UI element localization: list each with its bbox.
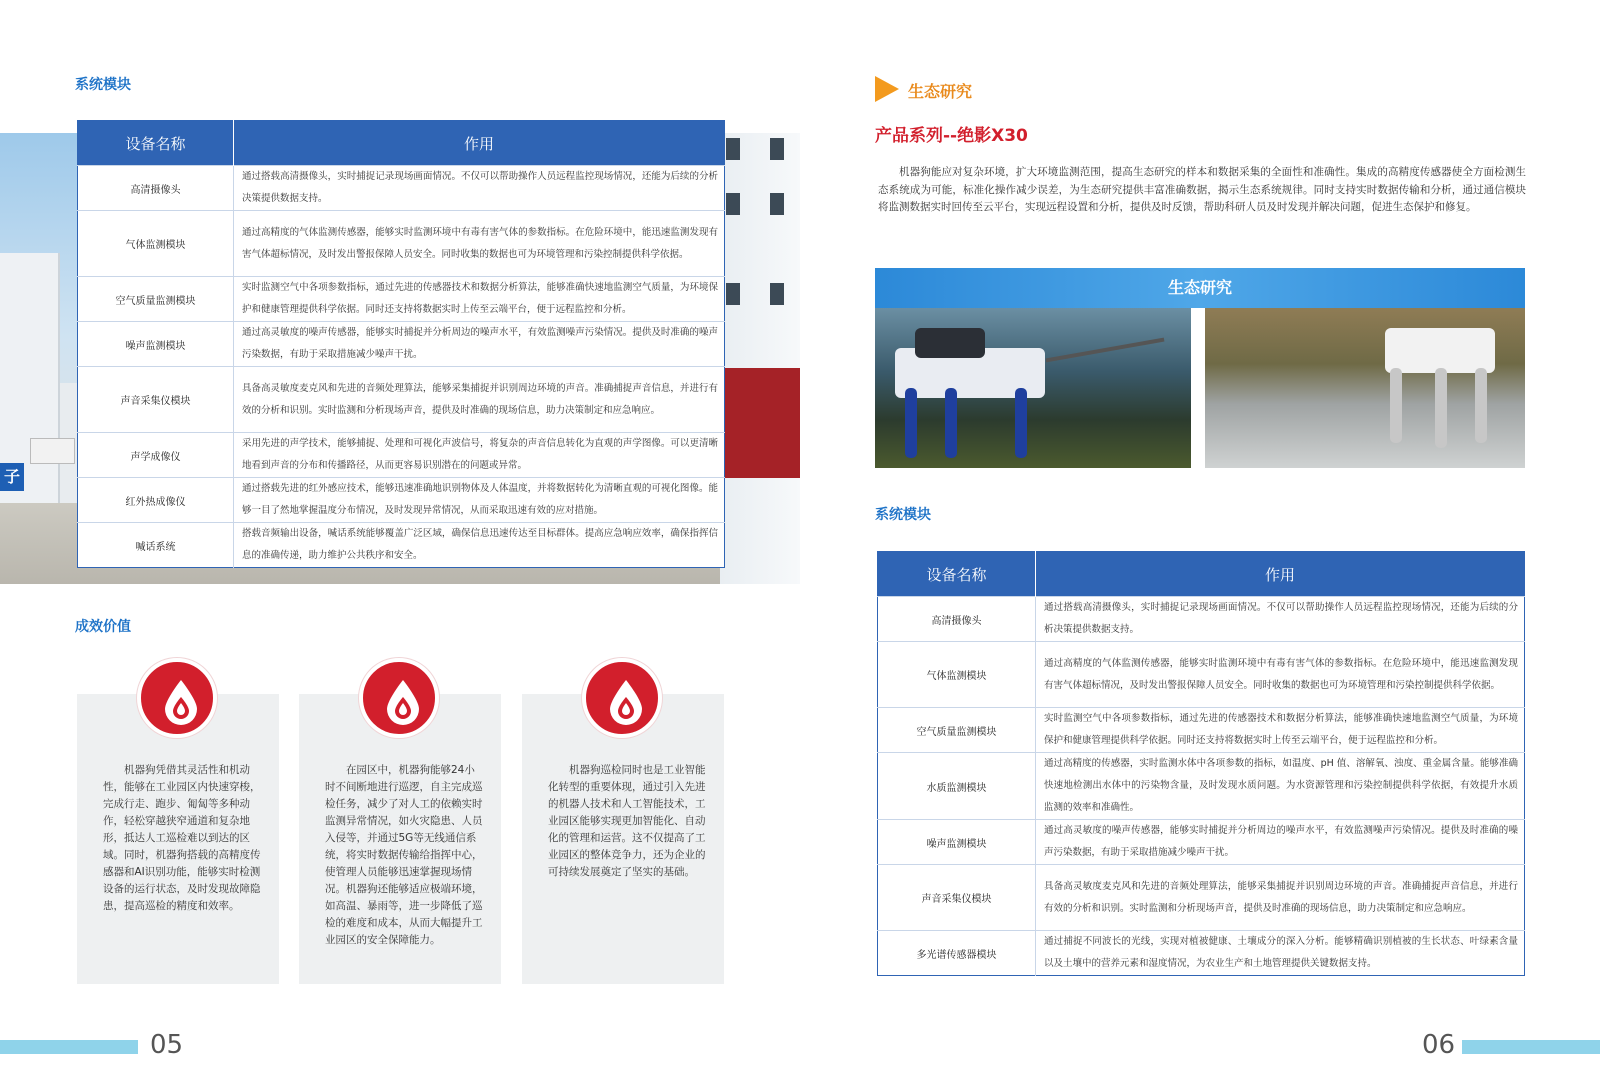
- eco-research-title: 生态研究: [908, 82, 973, 101]
- industrial-park-photo: 子: [0, 133, 800, 584]
- footer-bar: [0, 1040, 138, 1054]
- right-system-module-title: 系统模块: [875, 507, 931, 523]
- table-row: [878, 597, 1525, 642]
- table-row: [78, 523, 725, 568]
- value-card-text: 机器狗凭借其灵活性和机动性，能够在工业园区内快速穿梭，完成行走、跑步、匍匐等多种动作，轻松穿越狭窄通道和复杂地形，抵达人工巡检难以到达的区域。同时，机器狗搭载的高精度传感器和AI识别功能，能够实时检测设备的运行状态，及时发现故障隐患，提高巡检的精度和效率。: [103, 764, 261, 912]
- device-name: 气体监测模块: [78, 211, 234, 277]
- product-series-title: 产品系列--绝影X30: [875, 126, 1028, 146]
- device-name: 空气质量监测模块: [78, 277, 234, 322]
- device-name: 声音采集仪模块: [78, 367, 234, 433]
- device-name: 气体监测模块: [878, 642, 1036, 708]
- device-desc: 通过搭载高清摄像头，实时捕捉记录现场画面情况。不仅可以帮助操作人员远程监控现场情况，还能为后续的分析决策提供数据支持。: [1036, 597, 1525, 642]
- table-row: [878, 931, 1525, 976]
- table-row: [78, 478, 725, 523]
- device-name: 声音采集仪模块: [878, 865, 1036, 931]
- table-row: [78, 277, 725, 322]
- device-desc: 采用先进的声学技术，能够捕捉、处理和可视化声波信号，将复杂的声音信息转化为直观的声学图像。可以更清晰地看到声音的分布和传播路径，从而更容易识别潜在的问题或异常。: [234, 433, 725, 478]
- device-desc: 通过高灵敏度的噪声传感器，能够实时捕捉并分析周边的噪声水平，有效监测噪声污染情况。提供及时准确的噪声污染数据，有助于采取措施减少噪声干扰。: [1036, 820, 1525, 865]
- device-desc: 实时监测空气中各项参数指标，通过先进的传感器技术和数据分析算法，能够准确快速地监测空气质量，为环境保护和健康管理提供科学依据。同时还支持将数据实时上传至云端平台，便于远程监控和分析。: [234, 277, 725, 322]
- robot-dog-path-photo: [1205, 308, 1525, 468]
- device-name: 高清摄像头: [878, 597, 1036, 642]
- device-name: 声学成像仪: [78, 433, 234, 478]
- drop-icon: [359, 658, 439, 738]
- device-desc: 具备高灵敏度麦克风和先进的音频处理算法，能够采集捕捉并识别周边环境的声音。准确捕捉声音信息，并进行有效的分析和识别。实时监测和分析现场声音，提供及时准确的现场信息，助力决策制定和应急响应。: [1036, 865, 1525, 931]
- device-name: 空气质量监测模块: [878, 708, 1036, 753]
- table-header-name: 设备名称: [878, 552, 1036, 597]
- device-name: 噪声监测模块: [878, 820, 1036, 865]
- device-desc: 通过捕捉不同波长的光线，实现对植被健康、土壤成分的深入分析。能够精确识别植被的生长状态、叶绿素含量以及土壤中的营养元素和湿度情况，为农业生产和土地管理提供关键数据支持。: [1036, 931, 1525, 976]
- table-header-function: 作用: [234, 121, 725, 166]
- eco-banner: [875, 268, 1525, 308]
- play-arrow-icon: [875, 76, 899, 102]
- robot-dog-water-photo: [875, 308, 1191, 468]
- device-desc: 通过搭载高清摄像头，实时捕捉记录现场画面情况。不仅可以帮助操作人员远程监控现场情况，还能为后续的分析决策提供数据支持。: [234, 166, 725, 211]
- eco-banner-text: 生态研究: [1167, 278, 1232, 297]
- table-header-name: 设备名称: [78, 121, 234, 166]
- device-desc: 通过高灵敏度的噪声传感器，能够实时捕捉并分析周边的噪声水平，有效监测噪声污染情况。提供及时准确的噪声污染数据，有助于采取措施减少噪声干扰。: [234, 322, 725, 367]
- device-name: 红外热成像仪: [78, 478, 234, 523]
- table-header-function: 作用: [1036, 552, 1525, 597]
- table-row: [78, 211, 725, 277]
- device-desc: 通过高精度的气体监测传感器，能够实时监测环境中有毒有害气体的参数指标。在危险环境中，能迅速监测发现有害气体超标情况，及时发出警报保障人员安全。同时收集的数据也可为环境管理和污染控制提供科学依据。: [1036, 642, 1525, 708]
- device-name: 高清摄像头: [78, 166, 234, 211]
- intro-paragraph: 机器狗能应对复杂环境，扩大环境监测范围，提高生态研究的样本和数据采集的全面性和准确性。集成的高精度传感器使全方面检测生态系统成为可能，标准化操作减少误差，为生态研究提供丰富准确数据，揭示生态系统规律。同时支持实时数据传输和分析，通过通信模块将监测数据实时回传至云平台，实现远程设置和分析，提供及时反馈，帮助科研人员及时发现并解决问题，促进生态保护和修复。: [878, 166, 1526, 213]
- table-row: [878, 753, 1525, 820]
- table-row: [78, 367, 725, 433]
- table-row: [78, 433, 725, 478]
- value-title: 成效价值: [75, 619, 131, 635]
- table-row: [78, 322, 725, 367]
- device-desc: 具备高灵敏度麦克风和先进的音频处理算法，能够采集捕捉并识别周边环境的声音。准确捕捉声音信息，并进行有效的分析和识别。实时监测和分析现场声音，提供及时准确的现场信息，助力决策制定和应急响应。: [234, 367, 725, 433]
- device-desc: 通过搭载先进的红外感应技术，能够迅速准确地识别物体及人体温度，并将数据转化为清晰直观的可视化图像。能够一目了然地掌握温度分布情况，及时发现异常情况，从而采取迅速有效的应对措施。: [234, 478, 725, 523]
- right-system-table: [877, 551, 1525, 976]
- footer-bar: [1462, 1040, 1600, 1054]
- page-number: 06: [1422, 1030, 1456, 1060]
- value-card-text: 机器狗巡检同时也是工业智能化转型的重要体现，通过引入先进的机器人技术和人工智能技术，工业园区能够实现更加智能化、自动化的管理和运营。这不仅提高了工业园区的整体竞争力，还为企业的可持续发展奠定了坚实的基础。: [548, 764, 706, 878]
- value-card-text: 在园区中，机器狗能够24小时不间断地进行巡逻，自主完成巡检任务，减少了对人工的依赖实时监测异常情况，如火灾隐患、人员入侵等，并通过5G等无线通信系统，将实时数据传输给指挥中心，使管理人员能够迅速掌握现场情况。机器狗还能够适应极端环境，如高温、暴雨等，进一步降低了巡检的难度和成本，从而大幅提升工业园区的安全保障能力。: [325, 764, 483, 946]
- page-number: 05: [150, 1030, 184, 1060]
- system-module-title: 系统模块: [75, 77, 131, 93]
- device-desc: 实时监测空气中各项参数指标，通过先进的传感器技术和数据分析算法，能够准确快速地监测空气质量，为环境保护和健康管理提供科学依据。同时还支持将数据实时上传至云端平台，便于远程监控和分析。: [1036, 708, 1525, 753]
- table-row: [878, 820, 1525, 865]
- device-name: 喊话系统: [78, 523, 234, 568]
- drop-icon: [582, 658, 662, 738]
- left-system-table: [77, 120, 725, 568]
- table-row: [878, 865, 1525, 931]
- table-row: [78, 166, 725, 211]
- device-desc: 通过高精度的传感器，实时监测水体中各项参数的指标，如温度、pH 值、溶解氧、浊度、重金属含量。能够准确快速地检测出水体中的污染物含量，及时发现水质问题。为水资源管理和污染控制提供科学依据，有效提升水质监测的效率和准确性。: [1036, 753, 1525, 820]
- device-desc: 通过高精度的气体监测传感器，能够实时监测环境中有毒有害气体的参数指标。在危险环境中，能迅速监测发现有害气体超标情况，及时发出警报保障人员安全。同时收集的数据也可为环境管理和污染控制提供科学依据。: [234, 211, 725, 277]
- device-name: 多光谱传感器模块: [878, 931, 1036, 976]
- drop-icon: [137, 658, 217, 738]
- device-desc: 搭载音频输出设备，喊话系统能够覆盖广泛区域，确保信息迅速传达至目标群体。提高应急响应效率，确保指挥信息的准确传递，助力维护公共秩序和安全。: [234, 523, 725, 568]
- device-name: 水质监测模块: [878, 753, 1036, 820]
- table-row: [878, 642, 1525, 708]
- device-name: 噪声监测模块: [78, 322, 234, 367]
- table-row: [878, 708, 1525, 753]
